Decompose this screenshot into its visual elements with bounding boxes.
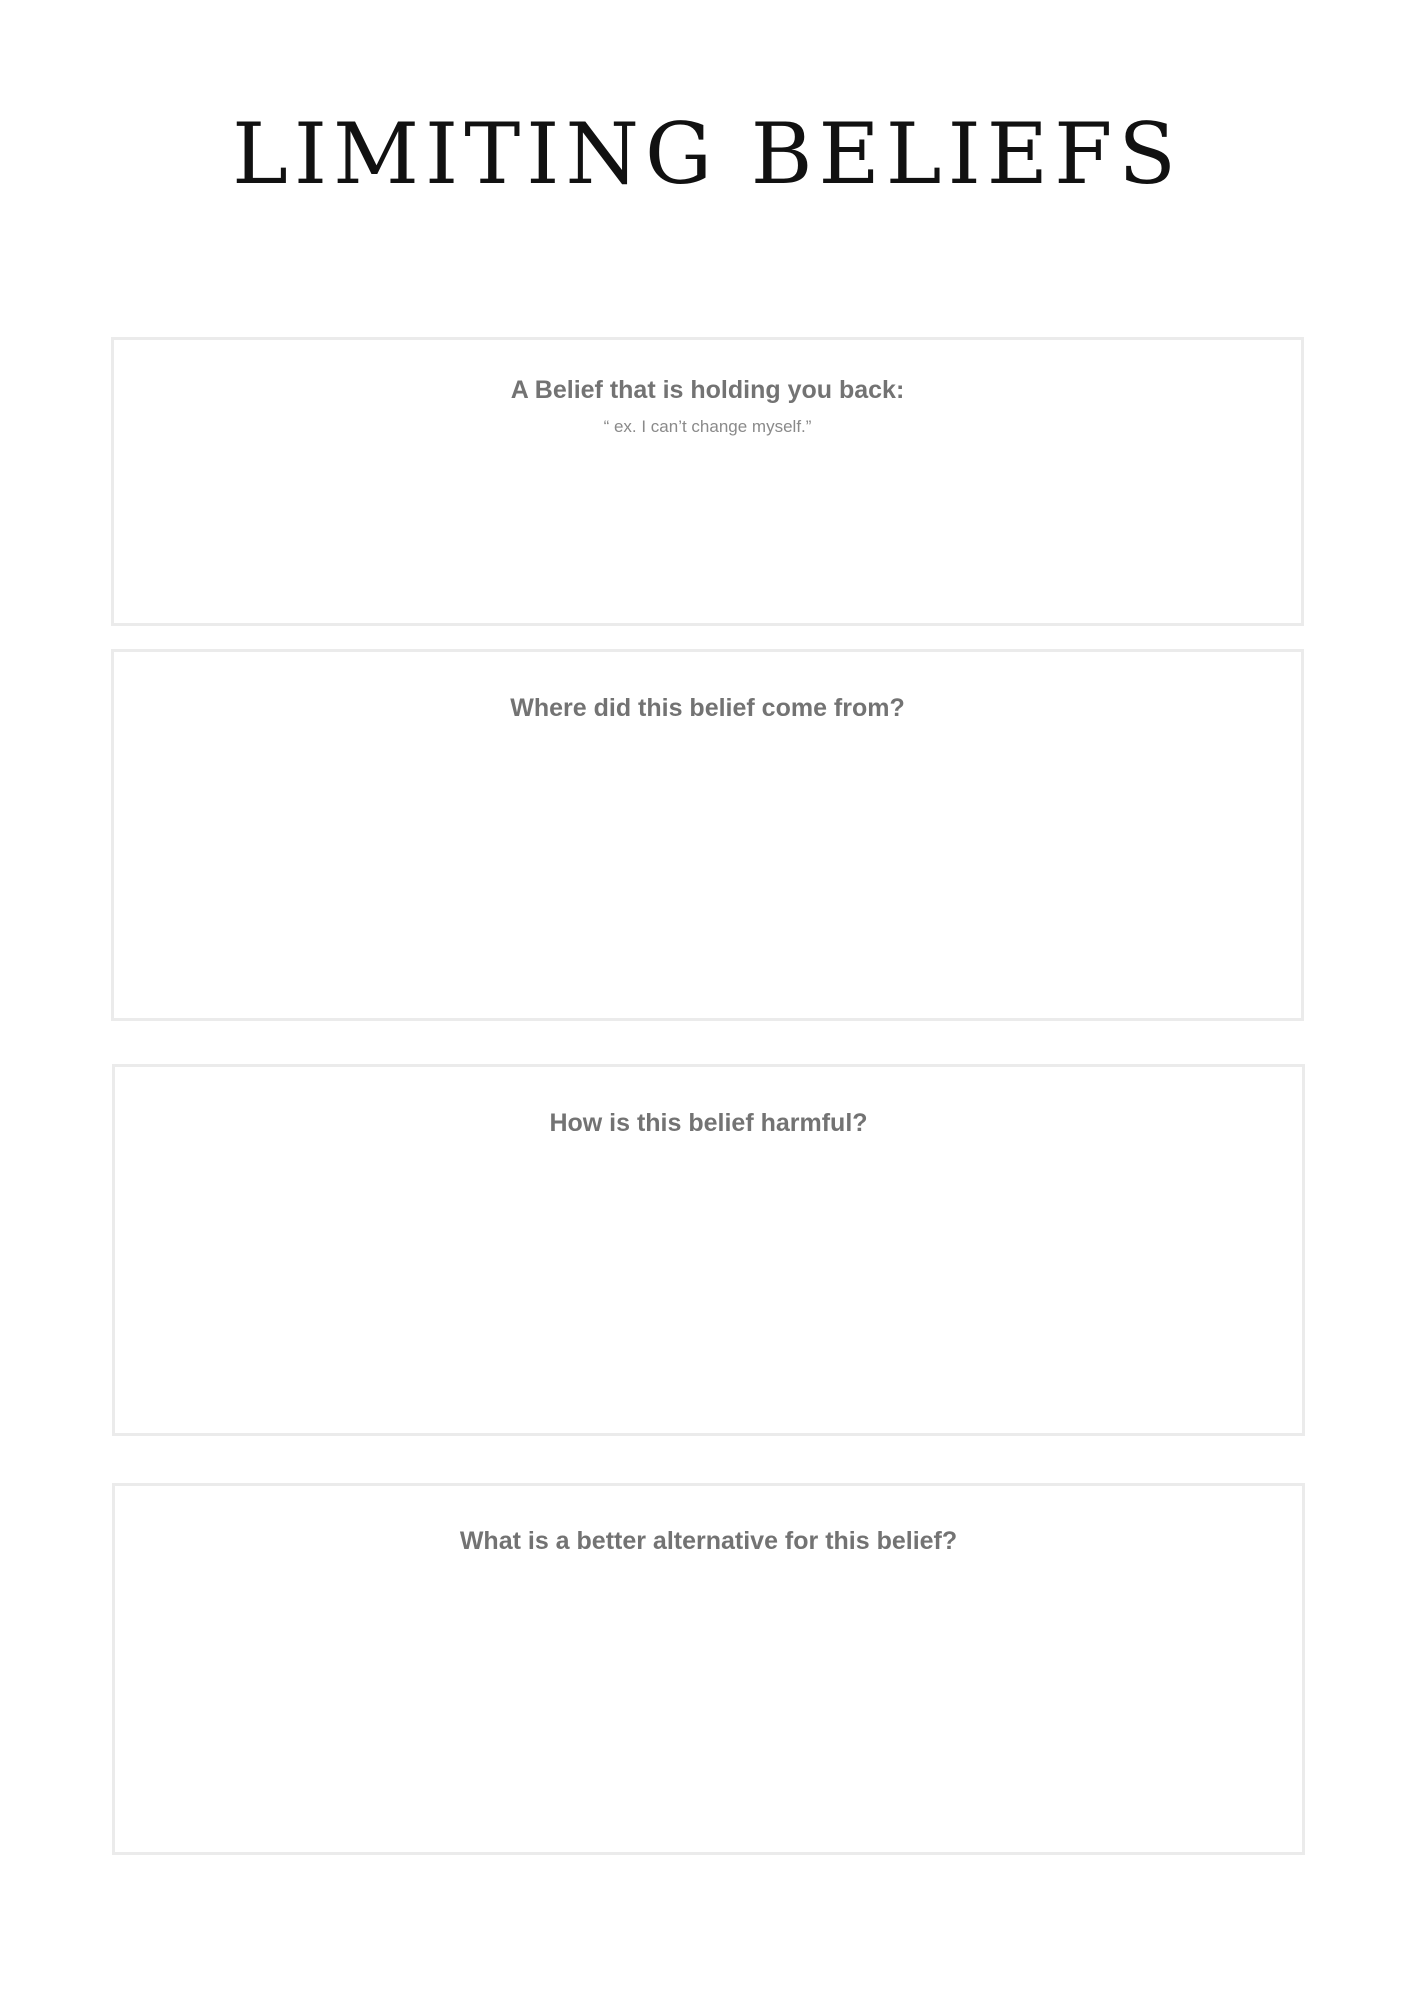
alternative-prompt: What is a better alternative for this belief? (459, 1527, 958, 1555)
origin-prompt: Where did this belief come from? (510, 694, 905, 722)
belief-example-hint: “ ex. I can’t change myself.” (603, 417, 812, 436)
harm-answer-box[interactable] (112, 1064, 1305, 1436)
alternative-answer-box[interactable] (112, 1483, 1305, 1855)
belief-answer-box[interactable] (111, 337, 1304, 626)
harm-prompt: How is this belief harmful? (549, 1109, 868, 1137)
page-title: LIMITING BELIEFS (232, 105, 1182, 203)
origin-answer-box[interactable] (111, 649, 1304, 1021)
belief-prompt: A Belief that is holding you back: (510, 376, 905, 404)
